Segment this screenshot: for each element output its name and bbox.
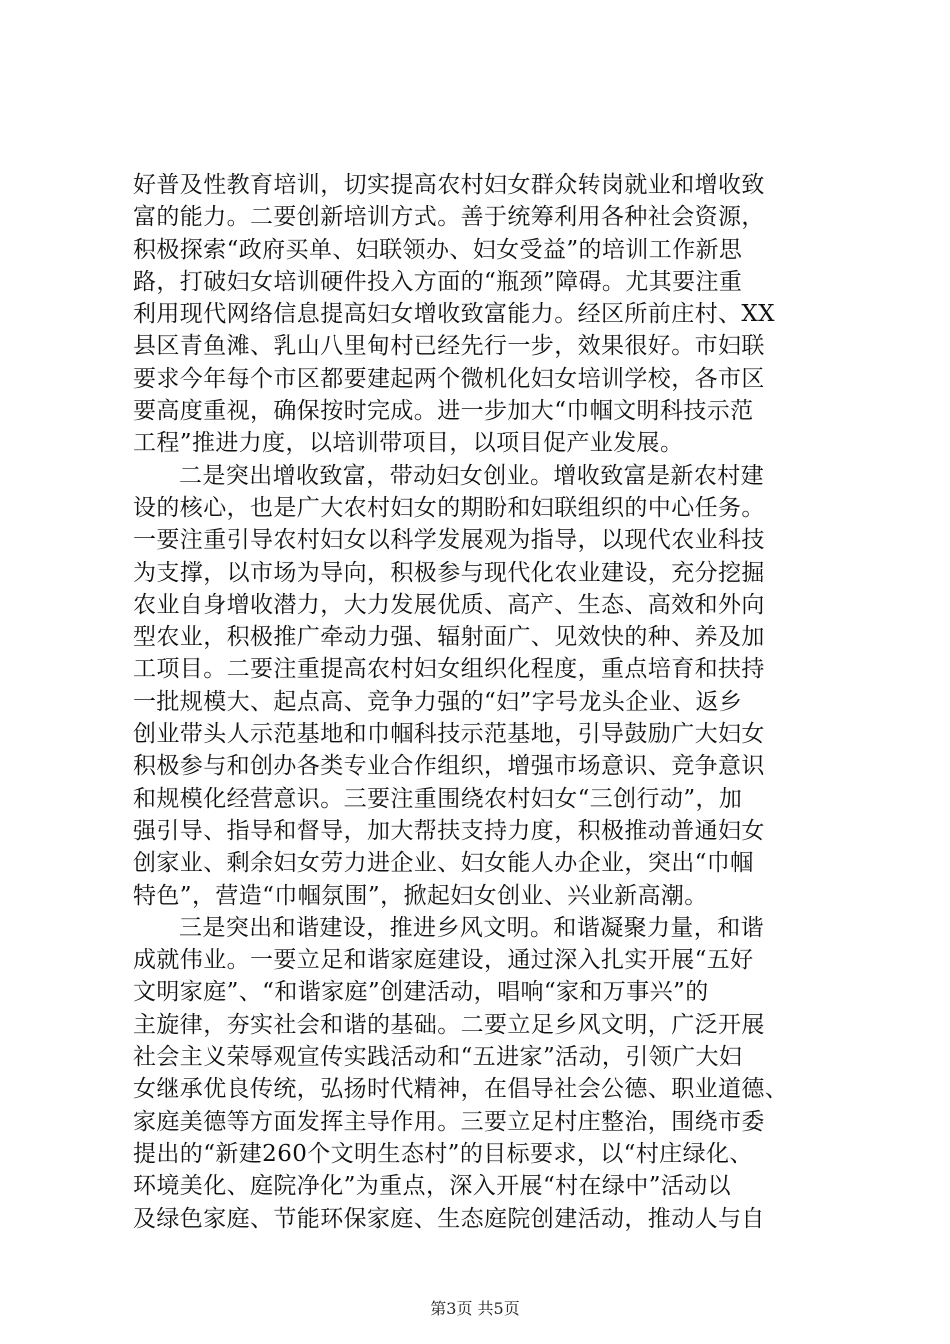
text-line: 成就伟业。一要立足和谐家庭建设，通过深入扎实开展“五好 xyxy=(133,947,754,974)
paragraph-start-line: 二是突出增收致富，带动妇女创业。增收致富是新农村建 xyxy=(179,462,764,489)
text-line: 创业带头人示范基地和巾帼科技示范基地，引导鼓励广大妇女 xyxy=(133,721,765,748)
text-line: 一要注重引导农村妇女以科学发展观为指导，以现代农业科技 xyxy=(133,527,765,554)
text-line: 要高度重视，确保按时完成。进一步加大“巾帼文明科技示范 xyxy=(133,398,754,425)
text-line: 农业自身增收潜力，大力发展优质、高产、生态、高效和外向 xyxy=(133,591,765,618)
text-line: 提出的“新建260个文明生态村”的目标要求，以“村庄绿化、 xyxy=(133,1140,753,1167)
text-line: 路，打破妇女培训硬件投入方面的“瓶颈”障碍。尤其要注重 xyxy=(133,268,743,295)
text-line: 积极探索“政府买单、妇联领办、妇女受益”的培训工作新思 xyxy=(133,236,743,263)
text-line: 创家业、剩余妇女劳力进企业、妇女能人办企业，突出“巾帼 xyxy=(133,850,754,877)
text-line: 工程”推进力度，以培训带项目，以项目促产业发展。 xyxy=(133,430,684,457)
text-line: 积极参与和创办各类专业合作组织，增强市场意识、竞争意识 xyxy=(133,753,765,780)
text-line: 一批规模大、起点高、竞争力强的“妇”字号龙头企业、返乡 xyxy=(133,688,743,715)
text-line: 强引导、指导和督导，加大帮扶支持力度，积极推动普通妇女 xyxy=(133,817,765,844)
body-text xyxy=(133,169,833,1235)
text-line: 女继承优良传统，弘扬时代精神，在倡导社会公德、职业道德、 xyxy=(133,1076,789,1103)
text-line: 和规模化经营意识。三要注重围绕农村妇女“三创行动”，加 xyxy=(133,785,743,812)
text-line: 县区青鱼滩、乳山八里甸村已经先行一步，效果很好。市妇联 xyxy=(133,333,765,360)
paragraph-start-line: 三是突出和谐建设，推进乡风文明。和谐凝聚力量，和谐 xyxy=(179,914,764,941)
text-line: 设的核心，也是广大农村妇女的期盼和妇联组织的中心任务。 xyxy=(133,494,765,521)
text-line: 社会主义荣辱观宣传实践活动和“五进家”活动，引领广大妇 xyxy=(133,1044,743,1071)
text-line: 利用现代网络信息提高妇女增收致富能力。经区所前庄村、XX xyxy=(133,301,775,328)
text-line: 特色”，营造“巾帼氛围”，掀起妇女创业、兴业新高潮。 xyxy=(133,882,708,909)
text-line: 及绿色家庭、节能环保家庭、生态庭院创建活动，推动人与自 xyxy=(133,1205,765,1232)
text-line: 要求今年每个市区都要建起两个微机化妇女培训学校，各市区 xyxy=(133,365,765,392)
text-line: 主旋律，夯实社会和谐的基础。二要立足乡风文明，广泛开展 xyxy=(133,1011,765,1038)
page-footer: 第3页 共5页 xyxy=(430,1299,520,1318)
text-line: 为支撑，以市场为导向，积极参与现代化农业建设，充分挖掘 xyxy=(133,559,765,586)
text-line: 家庭美德等方面发挥主导作用。三要立足村庄整治，围绕市委 xyxy=(133,1108,765,1135)
text-line: 文明家庭”、“和谐家庭”创建活动，唱响“家和万事兴”的 xyxy=(133,979,709,1006)
text-line: 环境美化、庭院净化”为重点，深入开展“村在绿中”活动以 xyxy=(133,1173,732,1200)
text-line: 好普及性教育培训，切实提高农村妇女群众转岗就业和增收致 xyxy=(133,172,765,198)
text-line: 富的能力。二要创新培训方式。善于统筹利用各种社会资源， xyxy=(133,204,765,231)
text-line: 工项目。二要注重提高农村妇女组织化程度，重点培育和扶持 xyxy=(133,656,765,683)
text-line: 型农业，积极推广牵动力强、辐射面广、见效快的种、养及加 xyxy=(133,624,765,651)
